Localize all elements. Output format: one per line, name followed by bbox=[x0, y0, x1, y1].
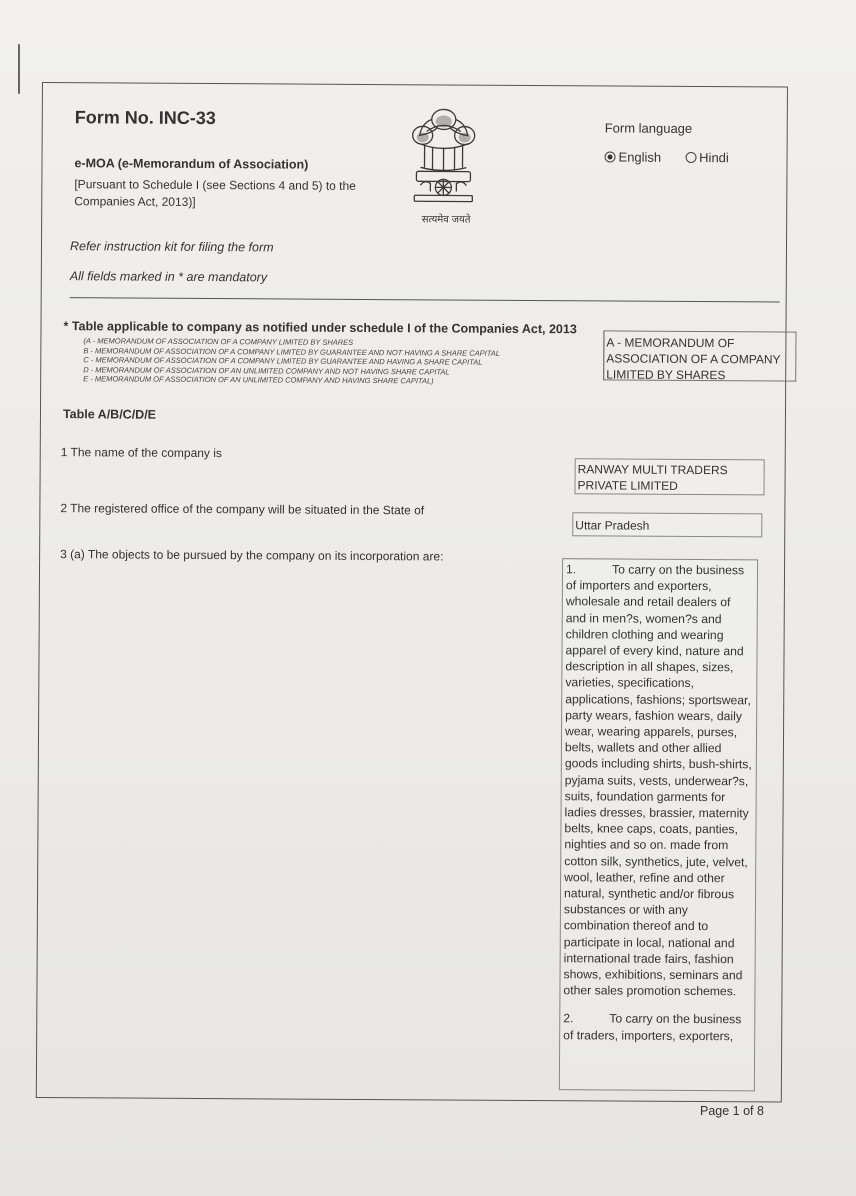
language-radio-hindi[interactable] bbox=[685, 150, 729, 165]
table-label: Table A/B/C/D/E bbox=[62, 407, 157, 422]
language-label-hindi: Hindi bbox=[699, 150, 729, 166]
object-item bbox=[563, 561, 754, 1000]
radio-unchecked-icon[interactable] bbox=[685, 152, 696, 163]
form-subtitle: [Pursuant to Schedule I (see Sections 4 and 5) to the Companies Act, 2013)] bbox=[74, 177, 356, 209]
mandatory-fields-note: All fields marked in * are mandatory bbox=[69, 269, 268, 285]
company-name-field[interactable]: RANWAY MULTI TRADERS PRIVATE LIMITED bbox=[574, 458, 764, 495]
form-language-label: Form language bbox=[604, 120, 693, 136]
table-option: E - MEMORANDUM OF ASSOCIATION OF AN UNLIMITED COMPANY AND HAVING SHARE CAPITAL) bbox=[83, 374, 434, 386]
company-name-label: 1 The name of the company is bbox=[60, 445, 222, 461]
table-option: D - MEMORANDUM OF ASSOCIATION OF AN UNLIMITED COMPANY AND NOT HAVING SHARE CAPITAL bbox=[83, 365, 450, 377]
table-option: C - MEMORANDUM OF ASSOCIATION OF A COMPANY LIMITED BY GUARANTEE AND HAVING A SHARE CAPITAL bbox=[83, 355, 483, 367]
form-frame bbox=[36, 82, 788, 1103]
form-language-options bbox=[605, 149, 729, 165]
header-divider bbox=[70, 297, 780, 302]
language-radio-english[interactable] bbox=[605, 149, 662, 164]
registered-state-field[interactable]: Uttar Pradesh bbox=[572, 512, 762, 537]
table-options-list bbox=[83, 336, 500, 387]
table-applicable-heading: * Table applicable to company as notified under schedule I of the Companies Act, 2013 bbox=[63, 319, 577, 337]
object-item bbox=[563, 1011, 751, 1045]
objects-textarea[interactable] bbox=[559, 558, 758, 1091]
table-option: B - MEMORANDUM OF ASSOCIATION OF A COMPANY LIMITED BY GUARANTEE AND NOT HAVING A SHARE CAPITAL bbox=[83, 345, 500, 358]
object-number: 1. bbox=[565, 562, 577, 577]
table-option: (A - MEMORANDUM OF ASSOCIATION OF A COMPANY LIMITED BY SHARES bbox=[83, 336, 354, 347]
objects-label: 3 (a) The objects to be pursued by the company on its incorporation are: bbox=[60, 547, 444, 564]
national-emblem-icon bbox=[398, 101, 489, 214]
registered-state-label: 2 The registered office of the company will be situated in the State of bbox=[60, 501, 425, 518]
radio-checked-icon[interactable] bbox=[605, 151, 616, 162]
form-title: e-MOA (e-Memorandum of Association) bbox=[74, 156, 309, 172]
object-number: 2. bbox=[563, 1011, 574, 1026]
page-number: Page 1 of 8 bbox=[700, 1104, 764, 1118]
pen-mark bbox=[18, 44, 20, 94]
form-number: Form No. INC-33 bbox=[74, 107, 216, 129]
emblem-caption: सत्यमेव जयते bbox=[421, 214, 471, 226]
language-label-english: English bbox=[618, 149, 662, 165]
table-select-field[interactable]: A - MEMORANDUM OF ASSOCIATION OF A COMPANY LIMITED BY SHARES bbox=[603, 330, 796, 381]
object-text: To carry on the business of importers and exporters, wholesale and retail dealers of and in men?s, women?s and children clothing and wearing apparel of every kind, nature and description in all shapes, sizes, varieties, specifications, applications, fashions; sportswear, party wears, fashion wears, daily wear, wearing apparels, purses, belts, wallets and other allied goods including shirts, bush-shirts, pyjama suits, vests, underwear?s, suits, foundation garments for ladies dresses, brassier, maternity belts, knee caps, coats, panties, nighties and so on. made from cotton silk, synthetics, jute, velvet, wool, leather, refine and other natural, synthetic and/or fibrous substances or with any combination thereof and to participate in local, national and international trade fairs, fashion shows, exhibitions, seminars and other sales promotion schemes. bbox=[563, 562, 752, 999]
object-text: To carry on the business of traders, importers, exporters, bbox=[563, 1011, 742, 1043]
instruction-kit-note: Refer instruction kit for filing the form bbox=[69, 239, 274, 255]
